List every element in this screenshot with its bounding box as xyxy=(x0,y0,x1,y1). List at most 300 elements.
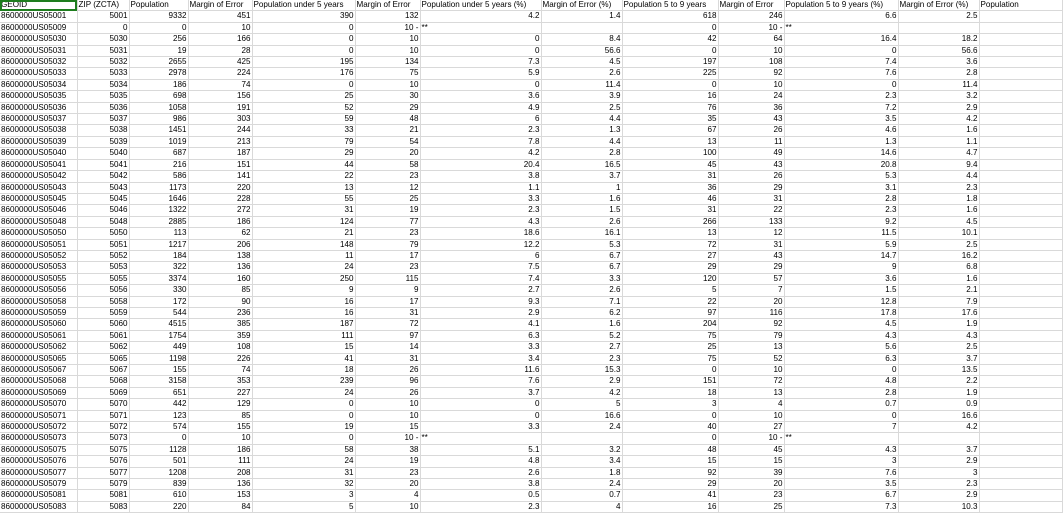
table-cell[interactable]: 8.4 xyxy=(541,34,622,45)
table-cell[interactable]: 6.7 xyxy=(541,250,622,261)
table-cell[interactable]: 25 xyxy=(252,91,355,102)
table-cell[interactable]: 0 xyxy=(77,22,129,33)
table-cell[interactable]: 6.6 xyxy=(784,11,898,22)
table-cell[interactable]: 2.6 xyxy=(541,68,622,79)
table-cell[interactable]: 0 xyxy=(420,34,541,45)
table-cell[interactable]: 5032 xyxy=(77,57,129,68)
table-cell[interactable]: 0 xyxy=(252,433,355,444)
table-cell[interactable]: 10 xyxy=(718,365,784,376)
table-cell[interactable]: 18.6 xyxy=(420,228,541,239)
table-cell[interactable] xyxy=(979,11,1062,22)
table-cell[interactable] xyxy=(979,456,1062,467)
table-cell[interactable]: 59 xyxy=(252,114,355,125)
table-cell[interactable]: 33 xyxy=(252,125,355,136)
table-cell[interactable]: 155 xyxy=(129,365,188,376)
table-cell[interactable]: 100 xyxy=(622,148,718,159)
table-cell[interactable]: 129 xyxy=(188,399,252,410)
table-cell[interactable]: 40 xyxy=(622,422,718,433)
table-cell[interactable]: 16 xyxy=(622,501,718,512)
table-cell[interactable]: 4.3 xyxy=(784,330,898,341)
table-cell[interactable]: 36 xyxy=(622,182,718,193)
table-cell[interactable]: 35 xyxy=(622,114,718,125)
table-cell[interactable]: 160 xyxy=(188,273,252,284)
table-cell[interactable]: 10 xyxy=(355,501,420,512)
table-cell[interactable]: 390 xyxy=(252,11,355,22)
table-cell[interactable]: 97 xyxy=(355,330,420,341)
table-cell[interactable]: 16.1 xyxy=(541,228,622,239)
table-cell[interactable]: 272 xyxy=(188,205,252,216)
table-cell[interactable]: 11.4 xyxy=(541,79,622,90)
table-cell[interactable]: 2.3 xyxy=(784,205,898,216)
table-cell[interactable]: 56.6 xyxy=(541,45,622,56)
table-cell[interactable]: 4.1 xyxy=(420,319,541,330)
table-cell[interactable]: 10 xyxy=(355,79,420,90)
table-cell[interactable]: 19 xyxy=(252,422,355,433)
table-cell[interactable]: 3.3 xyxy=(420,342,541,353)
table-cell[interactable]: 64 xyxy=(718,34,784,45)
table-cell[interactable]: 15 xyxy=(622,456,718,467)
table-cell[interactable]: 8600000US05042 xyxy=(0,171,77,182)
table-cell[interactable]: 2.8 xyxy=(541,148,622,159)
table-cell[interactable]: 85 xyxy=(188,410,252,421)
table-cell[interactable]: 113 xyxy=(129,228,188,239)
table-cell[interactable]: 58 xyxy=(252,444,355,455)
table-cell[interactable]: 10 - xyxy=(718,22,784,33)
table-cell[interactable]: 4.4 xyxy=(898,171,979,182)
table-cell[interactable]: 3158 xyxy=(129,376,188,387)
table-cell[interactable]: 136 xyxy=(188,479,252,490)
table-cell[interactable]: 5059 xyxy=(77,307,129,318)
table-cell[interactable]: 67 xyxy=(622,125,718,136)
table-cell[interactable]: 5.3 xyxy=(784,171,898,182)
table-cell[interactable]: 26 xyxy=(355,387,420,398)
table-cell[interactable]: 1217 xyxy=(129,239,188,250)
table-cell[interactable]: 186 xyxy=(188,216,252,227)
table-cell[interactable]: 5.1 xyxy=(420,444,541,455)
table-cell[interactable] xyxy=(979,205,1062,216)
table-cell[interactable]: 5042 xyxy=(77,171,129,182)
table-cell[interactable]: 8600000US05077 xyxy=(0,467,77,478)
table-cell[interactable]: 2.3 xyxy=(541,353,622,364)
table-cell[interactable]: 3.7 xyxy=(541,171,622,182)
table-cell[interactable]: 651 xyxy=(129,387,188,398)
table-cell[interactable]: 16 xyxy=(252,296,355,307)
table-cell[interactable]: 124 xyxy=(252,216,355,227)
table-cell[interactable]: 49 xyxy=(718,148,784,159)
table-cell[interactable]: 74 xyxy=(188,79,252,90)
table-cell[interactable]: 151 xyxy=(622,376,718,387)
table-cell[interactable]: 11 xyxy=(718,136,784,147)
table-cell[interactable]: 16.5 xyxy=(541,159,622,170)
table-cell[interactable]: 5.9 xyxy=(420,68,541,79)
table-cell[interactable]: 4.3 xyxy=(898,330,979,341)
table-cell[interactable] xyxy=(979,353,1062,364)
table-cell[interactable]: 0 xyxy=(784,79,898,90)
table-cell[interactable]: 618 xyxy=(622,11,718,22)
table-cell[interactable]: 1646 xyxy=(129,193,188,204)
table-cell[interactable]: 31 xyxy=(718,239,784,250)
table-cell[interactable]: 72 xyxy=(718,376,784,387)
table-cell[interactable]: 7.4 xyxy=(420,273,541,284)
table-cell[interactable]: 5083 xyxy=(77,501,129,512)
table-cell[interactable]: 206 xyxy=(188,239,252,250)
table-cell[interactable]: 8600000US05032 xyxy=(0,57,77,68)
table-cell[interactable]: 1.6 xyxy=(541,319,622,330)
table-cell[interactable]: 97 xyxy=(622,307,718,318)
table-cell[interactable]: 8600000US05083 xyxy=(0,501,77,512)
table-cell[interactable]: 2.9 xyxy=(420,307,541,318)
table-cell[interactable]: 4.2 xyxy=(420,148,541,159)
table-cell[interactable]: 4.9 xyxy=(420,102,541,113)
table-cell[interactable]: 0 xyxy=(252,410,355,421)
table-cell[interactable]: 213 xyxy=(188,136,252,147)
table-cell[interactable]: 0 xyxy=(252,399,355,410)
table-cell[interactable]: 7.4 xyxy=(784,57,898,68)
table-cell[interactable]: 111 xyxy=(188,456,252,467)
table-cell[interactable]: 45 xyxy=(622,159,718,170)
table-cell[interactable]: 5046 xyxy=(77,205,129,216)
table-cell[interactable]: 6.7 xyxy=(541,262,622,273)
table-cell[interactable]: 5061 xyxy=(77,330,129,341)
table-cell[interactable]: 75 xyxy=(622,353,718,364)
table-cell[interactable] xyxy=(979,159,1062,170)
table-cell[interactable]: 12 xyxy=(355,182,420,193)
table-cell[interactable]: 8600000US05069 xyxy=(0,387,77,398)
table-cell[interactable]: ** xyxy=(420,22,541,33)
table-cell[interactable]: 7.1 xyxy=(541,296,622,307)
column-header-cell[interactable]: Population 5 to 9 years xyxy=(622,0,718,11)
table-cell[interactable]: 2.6 xyxy=(541,285,622,296)
column-header-cell[interactable]: Population xyxy=(979,0,1062,11)
table-cell[interactable]: 5068 xyxy=(77,376,129,387)
table-cell[interactable]: 19 xyxy=(355,205,420,216)
table-cell[interactable] xyxy=(979,34,1062,45)
table-cell[interactable]: 10 xyxy=(355,34,420,45)
table-cell[interactable]: 23 xyxy=(355,228,420,239)
table-cell[interactable] xyxy=(979,319,1062,330)
table-cell[interactable]: 31 xyxy=(252,467,355,478)
table-cell[interactable]: 31 xyxy=(252,205,355,216)
table-cell[interactable]: 0 xyxy=(420,79,541,90)
table-cell[interactable]: 4.2 xyxy=(420,11,541,22)
table-cell[interactable]: 7.3 xyxy=(784,501,898,512)
table-cell[interactable]: 3.6 xyxy=(784,273,898,284)
table-cell[interactable]: 72 xyxy=(355,319,420,330)
table-cell[interactable]: 2.8 xyxy=(784,193,898,204)
table-cell[interactable]: 2.7 xyxy=(541,342,622,353)
table-cell[interactable]: 3.6 xyxy=(898,57,979,68)
table-cell[interactable]: 5050 xyxy=(77,228,129,239)
table-cell[interactable]: 224 xyxy=(188,68,252,79)
table-cell[interactable]: 48 xyxy=(622,444,718,455)
table-cell[interactable]: 13 xyxy=(718,342,784,353)
table-cell[interactable]: 62 xyxy=(188,228,252,239)
table-cell[interactable]: 24 xyxy=(252,387,355,398)
table-cell[interactable]: 1451 xyxy=(129,125,188,136)
table-cell[interactable]: 5034 xyxy=(77,79,129,90)
table-cell[interactable]: 187 xyxy=(188,148,252,159)
table-cell[interactable]: 18.2 xyxy=(898,34,979,45)
table-cell[interactable] xyxy=(979,45,1062,56)
table-cell[interactable]: 7.6 xyxy=(784,467,898,478)
table-cell[interactable]: 10 xyxy=(718,45,784,56)
table-cell[interactable]: 0.5 xyxy=(420,490,541,501)
table-cell[interactable]: 1208 xyxy=(129,467,188,478)
table-cell[interactable]: 0 xyxy=(784,410,898,421)
table-cell[interactable]: 0 xyxy=(622,365,718,376)
table-cell[interactable]: 1.1 xyxy=(420,182,541,193)
table-cell[interactable]: 197 xyxy=(622,57,718,68)
table-cell[interactable]: 250 xyxy=(252,273,355,284)
table-cell[interactable]: 246 xyxy=(718,11,784,22)
table-cell[interactable]: 8600000US05059 xyxy=(0,307,77,318)
table-cell[interactable] xyxy=(979,285,1062,296)
table-cell[interactable]: 5 xyxy=(252,501,355,512)
table-cell[interactable]: 0.7 xyxy=(784,399,898,410)
table-cell[interactable]: 108 xyxy=(718,57,784,68)
table-cell[interactable]: 0 xyxy=(129,433,188,444)
table-cell[interactable]: 236 xyxy=(188,307,252,318)
table-cell[interactable]: 5069 xyxy=(77,387,129,398)
table-cell[interactable]: 11 xyxy=(252,250,355,261)
table-cell[interactable]: 10 - xyxy=(718,433,784,444)
table-cell[interactable]: 2.3 xyxy=(898,479,979,490)
table-cell[interactable]: 9 xyxy=(252,285,355,296)
table-cell[interactable]: 225 xyxy=(622,68,718,79)
table-cell[interactable]: 21 xyxy=(252,228,355,239)
table-cell[interactable]: 5062 xyxy=(77,342,129,353)
table-cell[interactable] xyxy=(979,182,1062,193)
table-cell[interactable] xyxy=(979,501,1062,512)
table-cell[interactable]: 266 xyxy=(622,216,718,227)
table-cell[interactable] xyxy=(979,171,1062,182)
table-cell[interactable]: 77 xyxy=(355,216,420,227)
table-cell[interactable]: 322 xyxy=(129,262,188,273)
table-cell[interactable]: 38 xyxy=(355,444,420,455)
table-cell[interactable]: 76 xyxy=(622,102,718,113)
table-cell[interactable]: 13 xyxy=(622,136,718,147)
table-cell[interactable]: 8600000US05070 xyxy=(0,399,77,410)
table-cell[interactable]: 7.5 xyxy=(420,262,541,273)
table-cell[interactable]: 31 xyxy=(718,193,784,204)
table-cell[interactable]: 57 xyxy=(718,273,784,284)
table-cell[interactable]: 5001 xyxy=(77,11,129,22)
table-cell[interactable]: 90 xyxy=(188,296,252,307)
table-cell[interactable]: 8600000US05051 xyxy=(0,239,77,250)
table-cell[interactable]: 5065 xyxy=(77,353,129,364)
table-cell[interactable]: 5036 xyxy=(77,102,129,113)
table-cell[interactable]: 14 xyxy=(355,342,420,353)
table-cell[interactable]: 4.7 xyxy=(898,148,979,159)
table-cell[interactable] xyxy=(541,433,622,444)
table-cell[interactable] xyxy=(979,148,1062,159)
table-cell[interactable]: 0 xyxy=(129,22,188,33)
table-cell[interactable] xyxy=(979,365,1062,376)
table-cell[interactable]: 5043 xyxy=(77,182,129,193)
table-cell[interactable] xyxy=(979,433,1062,444)
table-cell[interactable]: 1.4 xyxy=(541,11,622,22)
table-cell[interactable]: 2.9 xyxy=(898,456,979,467)
table-cell[interactable]: 2.3 xyxy=(784,91,898,102)
table-cell[interactable]: 79 xyxy=(718,330,784,341)
table-cell[interactable]: 586 xyxy=(129,171,188,182)
table-cell[interactable]: 7.8 xyxy=(420,136,541,147)
table-cell[interactable]: 25 xyxy=(718,501,784,512)
table-cell[interactable]: 186 xyxy=(188,444,252,455)
table-cell[interactable]: 0 xyxy=(252,79,355,90)
table-cell[interactable]: 41 xyxy=(252,353,355,364)
table-cell[interactable]: 22 xyxy=(622,296,718,307)
table-cell[interactable]: 10.3 xyxy=(898,501,979,512)
table-cell[interactable]: 7.3 xyxy=(420,57,541,68)
table-cell[interactable]: 4.4 xyxy=(541,114,622,125)
table-cell[interactable]: 16.2 xyxy=(898,250,979,261)
table-cell[interactable]: 1.9 xyxy=(898,387,979,398)
table-cell[interactable]: 239 xyxy=(252,376,355,387)
table-cell[interactable]: 220 xyxy=(188,182,252,193)
table-cell[interactable]: 8600000US05061 xyxy=(0,330,77,341)
table-cell[interactable]: 8600000US05036 xyxy=(0,102,77,113)
table-cell[interactable]: 1198 xyxy=(129,353,188,364)
table-cell[interactable]: 23 xyxy=(355,262,420,273)
table-cell[interactable]: 32 xyxy=(252,479,355,490)
table-cell[interactable]: 8600000US05045 xyxy=(0,193,77,204)
table-cell[interactable]: 44 xyxy=(252,159,355,170)
table-cell[interactable]: 9 xyxy=(784,262,898,273)
table-cell[interactable]: 15 xyxy=(355,422,420,433)
table-cell[interactable]: 2885 xyxy=(129,216,188,227)
table-cell[interactable]: 8600000US05068 xyxy=(0,376,77,387)
table-cell[interactable]: 3.5 xyxy=(784,479,898,490)
table-cell[interactable]: 55 xyxy=(252,193,355,204)
table-cell[interactable]: 2.8 xyxy=(898,68,979,79)
table-cell[interactable]: 115 xyxy=(355,273,420,284)
table-cell[interactable]: 20.4 xyxy=(420,159,541,170)
table-cell[interactable]: 10 xyxy=(718,79,784,90)
table-cell[interactable]: 1058 xyxy=(129,102,188,113)
table-cell[interactable] xyxy=(979,250,1062,261)
table-cell[interactable]: 20.8 xyxy=(784,159,898,170)
table-cell[interactable]: 10 xyxy=(188,433,252,444)
table-cell[interactable]: 2.4 xyxy=(541,479,622,490)
table-cell[interactable]: 6.3 xyxy=(784,353,898,364)
table-cell[interactable]: 8600000US05072 xyxy=(0,422,77,433)
table-cell[interactable]: 5033 xyxy=(77,68,129,79)
table-cell[interactable] xyxy=(979,22,1062,33)
table-cell[interactable]: 20 xyxy=(718,296,784,307)
table-cell[interactable]: 2.9 xyxy=(898,490,979,501)
table-cell[interactable]: 5035 xyxy=(77,91,129,102)
table-cell[interactable]: 4.2 xyxy=(898,114,979,125)
table-cell[interactable]: 839 xyxy=(129,479,188,490)
table-cell[interactable]: 9.4 xyxy=(898,159,979,170)
table-cell[interactable]: 0 xyxy=(622,433,718,444)
table-cell[interactable] xyxy=(979,307,1062,318)
table-cell[interactable]: 544 xyxy=(129,307,188,318)
table-cell[interactable]: 2.3 xyxy=(420,205,541,216)
table-cell[interactable] xyxy=(979,273,1062,284)
table-cell[interactable]: 208 xyxy=(188,467,252,478)
table-cell[interactable]: 4.8 xyxy=(784,376,898,387)
table-cell[interactable]: 1128 xyxy=(129,444,188,455)
table-cell[interactable]: 2.9 xyxy=(898,102,979,113)
table-cell[interactable]: 3.3 xyxy=(420,193,541,204)
table-cell[interactable]: 1.6 xyxy=(898,273,979,284)
table-cell[interactable]: 12.2 xyxy=(420,239,541,250)
table-cell[interactable]: 153 xyxy=(188,490,252,501)
table-cell[interactable]: 15.3 xyxy=(541,365,622,376)
table-cell[interactable]: 5031 xyxy=(77,45,129,56)
table-cell[interactable]: 2.3 xyxy=(420,501,541,512)
table-cell[interactable]: 17 xyxy=(355,250,420,261)
table-cell[interactable]: 6 xyxy=(420,114,541,125)
table-cell[interactable]: 26 xyxy=(355,365,420,376)
table-cell[interactable]: 4.5 xyxy=(784,319,898,330)
table-cell[interactable]: 3.5 xyxy=(784,114,898,125)
table-cell[interactable]: 5038 xyxy=(77,125,129,136)
table-cell[interactable]: 28 xyxy=(188,45,252,56)
table-cell[interactable]: 92 xyxy=(718,319,784,330)
table-cell[interactable]: 2.3 xyxy=(420,125,541,136)
table-cell[interactable]: 151 xyxy=(188,159,252,170)
table-cell[interactable]: 10 xyxy=(355,45,420,56)
column-header-cell[interactable]: Margin of Error xyxy=(718,0,784,11)
table-cell[interactable]: 132 xyxy=(355,11,420,22)
table-cell[interactable]: 8600000US05071 xyxy=(0,410,77,421)
table-cell[interactable]: 72 xyxy=(622,239,718,250)
table-cell[interactable]: 0 xyxy=(420,399,541,410)
table-cell[interactable] xyxy=(979,399,1062,410)
table-cell[interactable]: 19 xyxy=(129,45,188,56)
table-cell[interactable]: 19 xyxy=(355,456,420,467)
table-cell[interactable]: 3.2 xyxy=(541,444,622,455)
table-cell[interactable]: 8600000US05065 xyxy=(0,353,77,364)
table-cell[interactable]: 75 xyxy=(622,330,718,341)
table-cell[interactable]: 1.6 xyxy=(898,125,979,136)
table-cell[interactable]: 56.6 xyxy=(898,45,979,56)
table-cell[interactable]: 5030 xyxy=(77,34,129,45)
table-cell[interactable] xyxy=(979,114,1062,125)
table-cell[interactable]: 8600000US05053 xyxy=(0,262,77,273)
table-cell[interactable]: 141 xyxy=(188,171,252,182)
table-cell[interactable]: 8600000US05041 xyxy=(0,159,77,170)
table-cell[interactable]: 148 xyxy=(252,239,355,250)
table-cell[interactable]: 5076 xyxy=(77,456,129,467)
table-cell[interactable]: 184 xyxy=(129,250,188,261)
table-cell[interactable]: 5079 xyxy=(77,479,129,490)
table-cell[interactable]: 7 xyxy=(784,422,898,433)
table-cell[interactable]: 156 xyxy=(188,91,252,102)
table-cell[interactable]: 7.6 xyxy=(420,376,541,387)
table-cell[interactable] xyxy=(979,125,1062,136)
table-cell[interactable]: 23 xyxy=(355,467,420,478)
table-cell[interactable]: 13 xyxy=(622,228,718,239)
table-cell[interactable]: 330 xyxy=(129,285,188,296)
table-cell[interactable] xyxy=(979,262,1062,273)
table-cell[interactable]: 25 xyxy=(355,193,420,204)
table-cell[interactable]: 27 xyxy=(622,250,718,261)
table-cell[interactable]: 29 xyxy=(622,479,718,490)
table-cell[interactable]: 8600000US05046 xyxy=(0,205,77,216)
table-cell[interactable]: 256 xyxy=(129,34,188,45)
table-cell[interactable]: 0.9 xyxy=(898,399,979,410)
table-cell[interactable]: 8600000US05037 xyxy=(0,114,77,125)
table-cell[interactable]: 108 xyxy=(188,342,252,353)
table-cell[interactable]: 8600000US05067 xyxy=(0,365,77,376)
table-cell[interactable]: 31 xyxy=(622,171,718,182)
table-cell[interactable]: 6.2 xyxy=(541,307,622,318)
column-header-cell[interactable]: GEOID xyxy=(0,0,77,11)
